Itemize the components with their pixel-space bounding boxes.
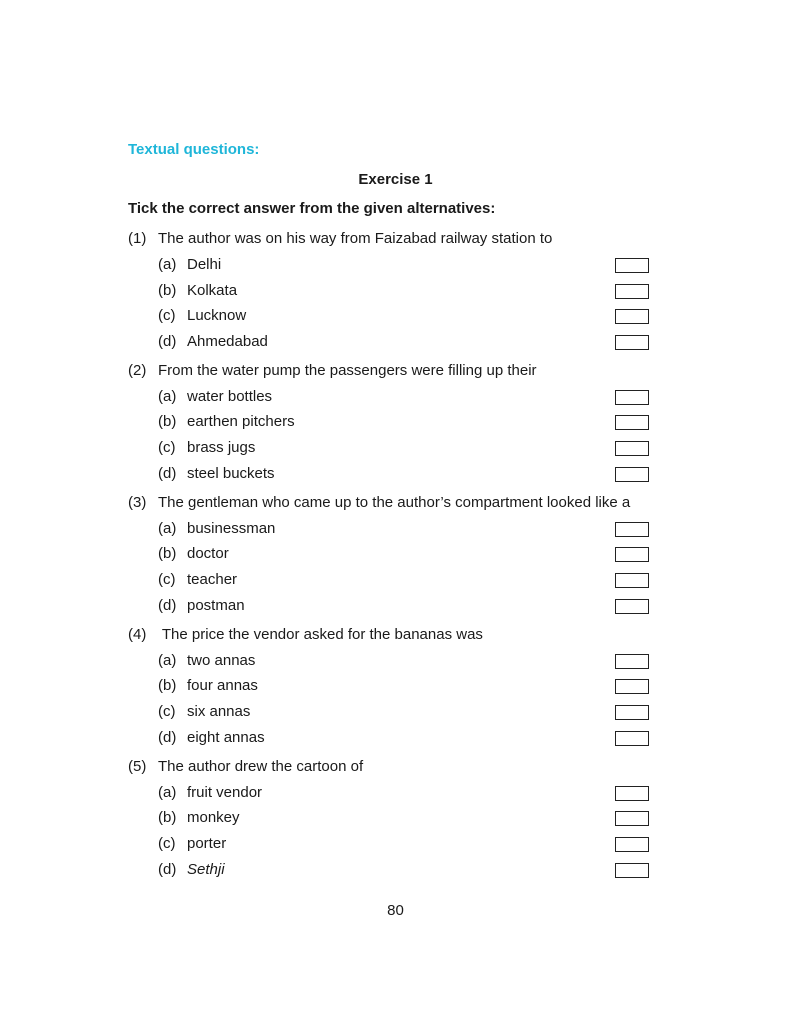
option-letter: (c) — [158, 703, 176, 720]
tick-box-5a[interactable] — [615, 786, 649, 801]
option-text: Kolkata — [187, 282, 238, 299]
option-letter: (b) — [158, 282, 177, 299]
option-1d — [158, 333, 268, 350]
option-text: four annas — [187, 677, 258, 694]
tick-box-1a[interactable] — [615, 258, 649, 273]
option-letter: (d) — [158, 729, 177, 746]
tick-box-1c[interactable] — [615, 309, 649, 324]
tick-box-4d[interactable] — [615, 731, 649, 746]
section-title: Textual questions: — [128, 141, 260, 158]
option-text: Delhi — [187, 256, 222, 273]
question-5 — [128, 758, 363, 775]
question-2 — [128, 362, 537, 379]
tick-box-3a[interactable] — [615, 522, 649, 537]
question-text: The author drew the cartoon of — [158, 758, 364, 775]
tick-box-4b[interactable] — [615, 679, 649, 694]
tick-box-2b[interactable] — [615, 415, 649, 430]
tick-box-4a[interactable] — [615, 654, 649, 669]
option-letter: (a) — [158, 388, 177, 405]
tick-box-2a[interactable] — [615, 390, 649, 405]
option-letter: (a) — [158, 784, 177, 801]
option-2a — [158, 388, 272, 405]
question-number: (5) — [128, 758, 147, 775]
page-number: 80 — [387, 902, 404, 919]
option-letter: (b) — [158, 545, 177, 562]
instruction: Tick the correct answer from the given alternatives: — [128, 200, 496, 217]
option-text: two annas — [187, 652, 256, 669]
option-letter: (d) — [158, 861, 177, 878]
tick-box-1d[interactable] — [615, 335, 649, 350]
option-text: eight annas — [187, 729, 265, 746]
option-2b — [158, 413, 295, 430]
option-text: Lucknow — [187, 307, 247, 324]
option-text: monkey — [187, 809, 240, 826]
option-1a — [158, 256, 221, 273]
option-text: postman — [187, 597, 245, 614]
question-text: The price the vendor asked for the bananas was — [158, 626, 483, 643]
question-text: The gentleman who came up to the author’s compartment looked like a — [158, 494, 631, 511]
option-text: businessman — [187, 520, 276, 537]
option-3a — [158, 520, 275, 537]
option-letter: (c) — [158, 439, 176, 456]
question-number: (1) — [128, 230, 147, 247]
option-text: fruit vendor — [187, 784, 263, 801]
option-letter: (d) — [158, 597, 177, 614]
question-text: The author was on his way from Faizabad railway station to — [158, 230, 553, 247]
option-text: steel buckets — [187, 465, 275, 482]
option-text: teacher — [187, 571, 238, 588]
tick-box-3b[interactable] — [615, 547, 649, 562]
exercise-title-text: Exercise 1 — [358, 171, 433, 188]
question-number: (3) — [128, 494, 147, 511]
exercise-title — [0, 171, 791, 188]
option-letter: (d) — [158, 333, 177, 350]
question-4 — [128, 626, 483, 643]
option-2d — [158, 465, 275, 482]
option-text: Ahmedabad — [187, 333, 268, 350]
option-5d — [158, 861, 225, 878]
option-letter: (b) — [158, 809, 177, 826]
question-text: From the water pump the passengers were filling up their — [158, 362, 537, 379]
option-5a — [158, 784, 262, 801]
tick-box-3d[interactable] — [615, 599, 649, 614]
tick-box-2c[interactable] — [615, 441, 649, 456]
option-4c — [158, 703, 250, 720]
option-1c — [158, 307, 246, 324]
tick-box-1b[interactable] — [615, 284, 649, 299]
option-5b — [158, 809, 240, 826]
tick-box-2d[interactable] — [615, 467, 649, 482]
option-letter: (d) — [158, 465, 177, 482]
option-1b — [158, 282, 237, 299]
option-text: Sethji — [187, 861, 225, 878]
question-number: (2) — [128, 362, 147, 379]
option-5c — [158, 835, 226, 852]
option-letter: (c) — [158, 307, 176, 324]
option-letter: (c) — [158, 571, 176, 588]
option-letter: (a) — [158, 652, 177, 669]
option-text: earthen pitchers — [187, 413, 295, 430]
option-letter: (b) — [158, 413, 177, 430]
option-letter: (a) — [158, 520, 177, 537]
option-text: six annas — [187, 703, 251, 720]
question-1 — [128, 230, 552, 247]
question-3 — [128, 494, 630, 511]
option-4b — [158, 677, 258, 694]
tick-box-5c[interactable] — [615, 837, 649, 852]
option-3b — [158, 545, 229, 562]
option-letter: (a) — [158, 256, 177, 273]
option-letter: (c) — [158, 835, 176, 852]
option-3d — [158, 597, 245, 614]
option-text: water bottles — [187, 388, 273, 405]
option-text: doctor — [187, 545, 229, 562]
option-text: porter — [187, 835, 227, 852]
tick-box-5b[interactable] — [615, 811, 649, 826]
option-letter: (b) — [158, 677, 177, 694]
option-4d — [158, 729, 265, 746]
question-number: (4) — [128, 626, 147, 643]
tick-box-3c[interactable] — [615, 573, 649, 588]
option-4a — [158, 652, 255, 669]
option-3c — [158, 571, 237, 588]
option-text: brass jugs — [187, 439, 256, 456]
tick-box-4c[interactable] — [615, 705, 649, 720]
tick-box-5d[interactable] — [615, 863, 649, 878]
option-2c — [158, 439, 255, 456]
